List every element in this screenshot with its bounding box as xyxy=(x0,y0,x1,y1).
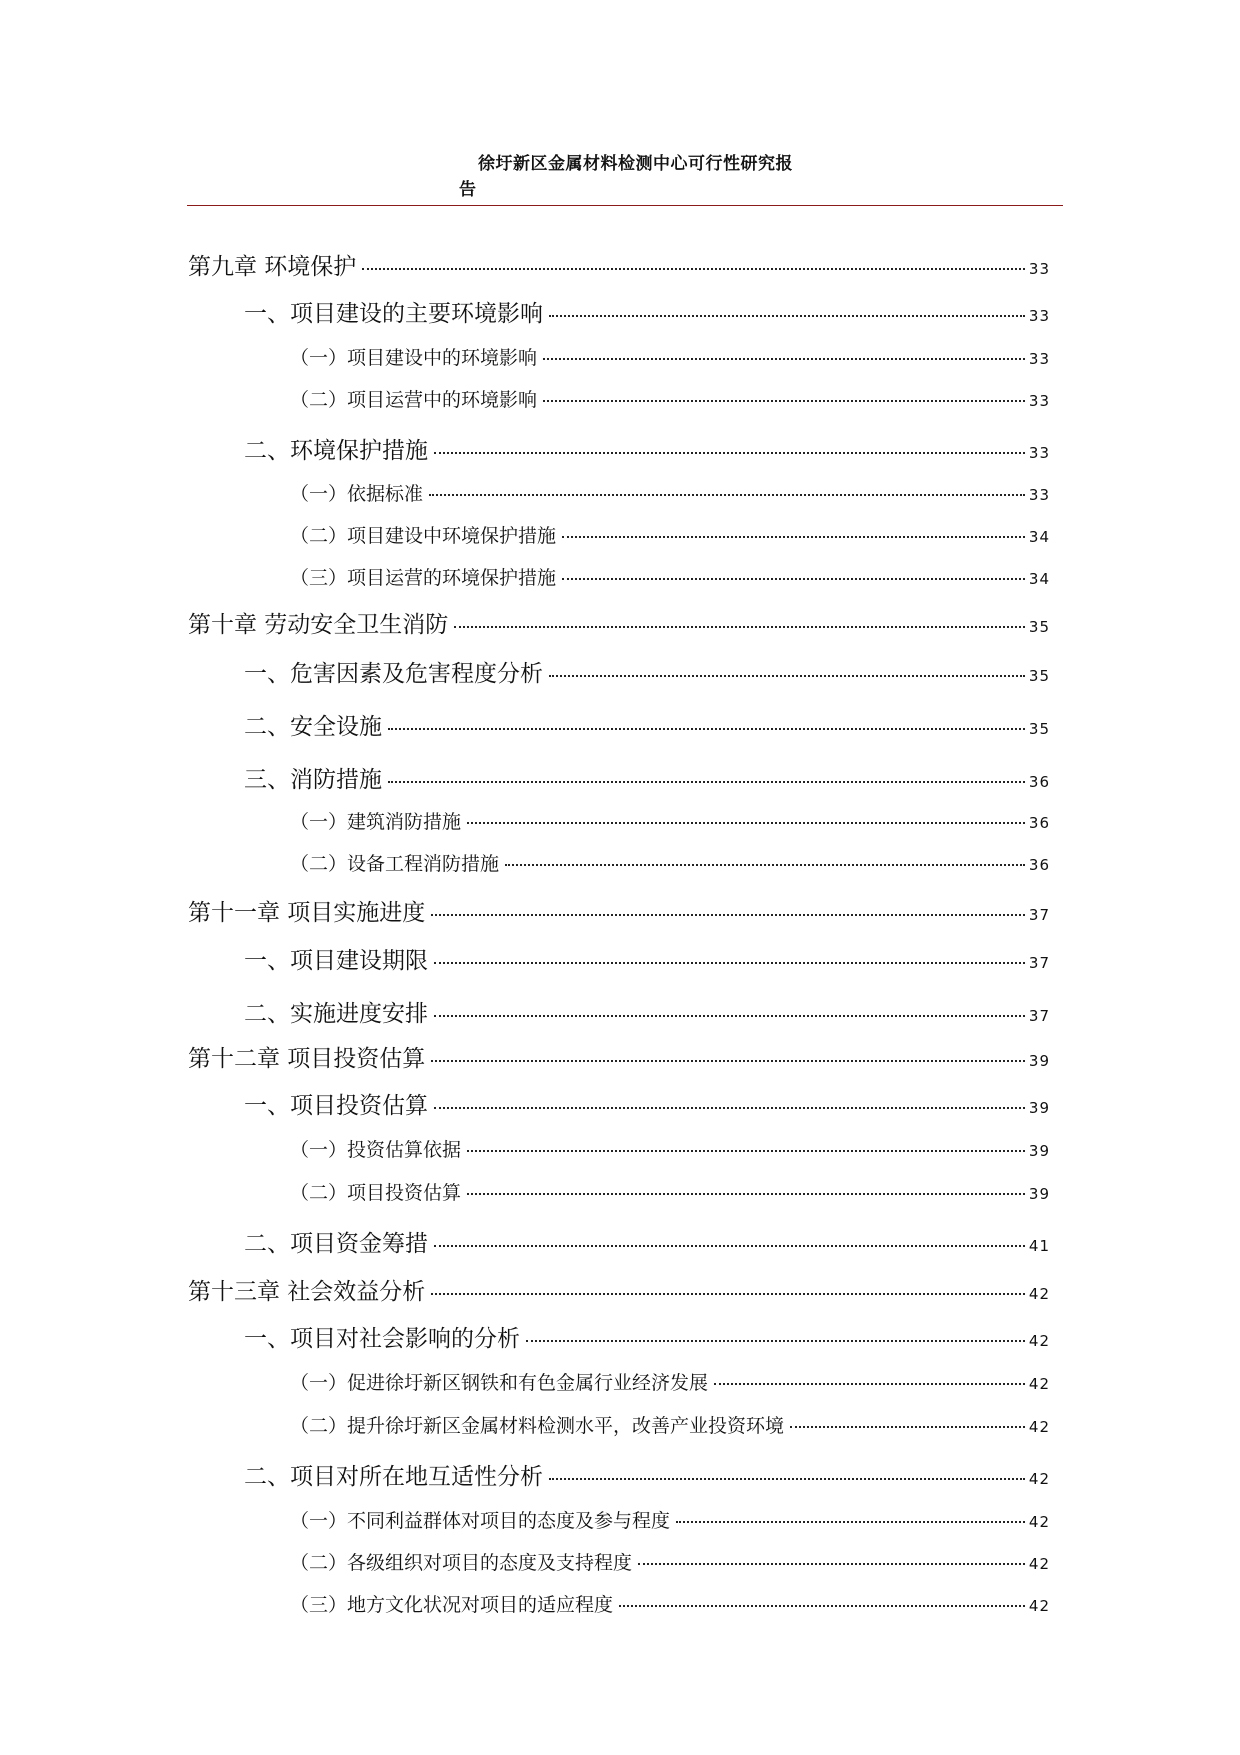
toc-page-number: 33 xyxy=(1028,350,1050,368)
toc-entry-title: 二、项目对所在地互适性分析 xyxy=(244,1464,543,1490)
toc-dot-leader xyxy=(388,781,1025,783)
toc-page-number: 33 xyxy=(1028,307,1050,325)
toc-dot-leader xyxy=(714,1383,1025,1385)
toc-dot-leader xyxy=(431,1293,1025,1295)
toc-entry-level-3[interactable] xyxy=(290,849,1050,876)
toc-entry-level-3[interactable] xyxy=(290,1178,1050,1205)
toc-page-number: 42 xyxy=(1028,1597,1050,1615)
toc-entry-level-3[interactable] xyxy=(290,1590,1050,1617)
toc-entry-title: 一、危害因素及危害程度分析 xyxy=(244,661,543,687)
toc-entry-level-1[interactable] xyxy=(188,606,1050,639)
toc-page-number: 42 xyxy=(1028,1332,1050,1350)
toc-dot-leader xyxy=(505,864,1025,866)
toc-entry-title: 一、项目建设的主要环境影响 xyxy=(244,301,543,327)
toc-dot-leader xyxy=(543,400,1025,402)
toc-entry-title: 第十章 劳动安全卫生消防 xyxy=(188,612,449,638)
toc-entry-title: （三）地方文化状况对项目的适应程度 xyxy=(290,1594,614,1616)
toc-dot-leader xyxy=(388,728,1025,730)
toc-dot-leader xyxy=(549,315,1025,317)
toc-entry-title: 第十一章 项目实施进度 xyxy=(188,900,426,926)
toc-page-number: 36 xyxy=(1028,773,1050,791)
toc-entry-level-1[interactable] xyxy=(188,1040,1050,1073)
toc-entry-title: （二）项目投资估算 xyxy=(290,1182,462,1204)
toc-entry-level-3[interactable] xyxy=(290,1135,1050,1162)
toc-page-number: 42 xyxy=(1028,1285,1050,1303)
toc-entry-title: （二）各级组织对项目的态度及支持程度 xyxy=(290,1552,633,1574)
toc-entry-title: 二、项目资金筹措 xyxy=(244,1231,428,1257)
toc-page-number: 36 xyxy=(1028,814,1050,832)
toc-dot-leader xyxy=(543,358,1025,360)
toc-page-number: 39 xyxy=(1028,1099,1050,1117)
toc-page-number: 42 xyxy=(1028,1375,1050,1393)
toc-entry-level-3[interactable] xyxy=(290,807,1050,834)
toc-page-number: 39 xyxy=(1028,1052,1050,1070)
toc-entry-title: （一）促进徐圩新区钢铁和有色金属行业经济发展 xyxy=(290,1372,709,1394)
toc-dot-leader xyxy=(676,1521,1025,1523)
toc-dot-leader xyxy=(434,962,1025,964)
toc-entry-title: 第十三章 社会效益分析 xyxy=(188,1279,426,1305)
toc-entry-level-3[interactable] xyxy=(290,1548,1050,1575)
toc-dot-leader xyxy=(454,626,1025,628)
toc-entry-level-1[interactable] xyxy=(188,248,1050,281)
toc-entry-level-2[interactable] xyxy=(244,708,1050,741)
toc-entry-title: （一）项目建设中的环境影响 xyxy=(290,347,538,369)
toc-dot-leader xyxy=(790,1426,1025,1428)
toc-page-number: 42 xyxy=(1028,1418,1050,1436)
toc-entry-title: 一、项目对社会影响的分析 xyxy=(244,1326,520,1352)
toc-page-number: 42 xyxy=(1028,1513,1050,1531)
toc-page-number: 37 xyxy=(1028,954,1050,972)
toc-page-number: 33 xyxy=(1028,486,1050,504)
toc-entry-title: （二）提升徐圩新区金属材料检测水平，改善产业投资环境 xyxy=(290,1415,785,1437)
toc-entry-title: （一）投资估算依据 xyxy=(290,1139,462,1161)
toc-page-number: 36 xyxy=(1028,856,1050,874)
toc-page-number: 33 xyxy=(1028,260,1050,278)
toc-entry-title: 二、环境保护措施 xyxy=(244,438,428,464)
toc-entry-title: （一）建筑消防措施 xyxy=(290,811,462,833)
toc-entry-title: （一）不同利益群体对项目的态度及参与程度 xyxy=(290,1510,671,1532)
toc-entry-title: 第十二章 项目投资估算 xyxy=(188,1046,426,1072)
toc-entry-level-3[interactable] xyxy=(290,1411,1050,1438)
toc-dot-leader xyxy=(549,1478,1025,1480)
toc-entry-level-3[interactable] xyxy=(290,1368,1050,1395)
toc-page-number: 35 xyxy=(1028,618,1050,636)
toc-page-number: 39 xyxy=(1028,1185,1050,1203)
toc-entry-level-2[interactable] xyxy=(244,995,1050,1028)
toc-entry-level-2[interactable] xyxy=(244,1225,1050,1258)
toc-dot-leader xyxy=(619,1605,1025,1607)
toc-dot-leader xyxy=(549,675,1025,677)
toc-page-number: 37 xyxy=(1028,1007,1050,1025)
toc-dot-leader xyxy=(431,1060,1025,1062)
toc-dot-leader xyxy=(362,268,1025,270)
running-header-title-continued: 告 xyxy=(459,180,476,200)
toc-page-number: 39 xyxy=(1028,1142,1050,1160)
toc-entry-level-2[interactable] xyxy=(244,655,1050,688)
toc-entry-title: （一）依据标准 xyxy=(290,483,424,505)
toc-page-number: 34 xyxy=(1028,570,1050,588)
toc-entry-title: 三、消防措施 xyxy=(244,767,382,793)
toc-dot-leader xyxy=(562,578,1025,580)
toc-page-number: 42 xyxy=(1028,1555,1050,1573)
toc-page-number: 34 xyxy=(1028,528,1050,546)
toc-entry-title: 一、项目建设期限 xyxy=(244,948,428,974)
toc-page-number: 42 xyxy=(1028,1470,1050,1488)
toc-entry-title: （二）项目运营中的环境影响 xyxy=(290,389,538,411)
toc-page-number: 33 xyxy=(1028,392,1050,410)
toc-entry-level-2[interactable] xyxy=(244,432,1050,465)
toc-dot-leader xyxy=(434,452,1025,454)
toc-entry-level-1[interactable] xyxy=(188,1273,1050,1306)
toc-entry-title: 二、安全设施 xyxy=(244,714,382,740)
toc-entry-title: （三）项目运营的环境保护措施 xyxy=(290,567,557,589)
toc-page-number: 41 xyxy=(1028,1237,1050,1255)
toc-entry-title: 一、项目投资估算 xyxy=(244,1093,428,1119)
toc-page-number: 37 xyxy=(1028,906,1050,924)
toc-dot-leader xyxy=(434,1107,1025,1109)
toc-page-number: 35 xyxy=(1028,720,1050,738)
toc-dot-leader xyxy=(562,536,1025,538)
toc-entry-level-3[interactable] xyxy=(290,343,1050,370)
toc-entry-level-2[interactable] xyxy=(244,942,1050,975)
toc-entry-level-2[interactable] xyxy=(244,761,1050,794)
running-header-title: 徐圩新区金属材料检测中心可行性研究报 xyxy=(478,154,793,174)
toc-dot-leader xyxy=(467,1193,1025,1195)
toc-entry-level-1[interactable] xyxy=(188,894,1050,927)
toc-dot-leader xyxy=(638,1563,1025,1565)
toc-entry-title: 二、实施进度安排 xyxy=(244,1001,428,1027)
toc-dot-leader xyxy=(434,1245,1025,1247)
toc-entry-level-3[interactable] xyxy=(290,479,1050,506)
toc-dot-leader xyxy=(431,914,1025,916)
toc-entry-level-2[interactable] xyxy=(244,1087,1050,1120)
toc-entry-level-2[interactable] xyxy=(244,1320,1050,1353)
toc-dot-leader xyxy=(526,1340,1025,1342)
toc-dot-leader xyxy=(467,1150,1025,1152)
toc-entry-level-3[interactable] xyxy=(290,1506,1050,1533)
toc-entry-title: （二）项目建设中环境保护措施 xyxy=(290,525,557,547)
toc-page-number: 33 xyxy=(1028,444,1050,462)
toc-entry-level-3[interactable] xyxy=(290,563,1050,590)
toc-dot-leader xyxy=(467,822,1025,824)
toc-entry-level-2[interactable] xyxy=(244,1458,1050,1491)
toc-page-number: 35 xyxy=(1028,667,1050,685)
toc-entry-title: 第九章 环境保护 xyxy=(188,254,357,280)
toc-entry-level-2[interactable] xyxy=(244,295,1050,328)
toc-entry-level-3[interactable] xyxy=(290,385,1050,412)
toc-entry-title: （二）设备工程消防措施 xyxy=(290,853,500,875)
toc-dot-leader xyxy=(429,494,1025,496)
toc-dot-leader xyxy=(434,1015,1025,1017)
toc-entry-level-3[interactable] xyxy=(290,521,1050,548)
